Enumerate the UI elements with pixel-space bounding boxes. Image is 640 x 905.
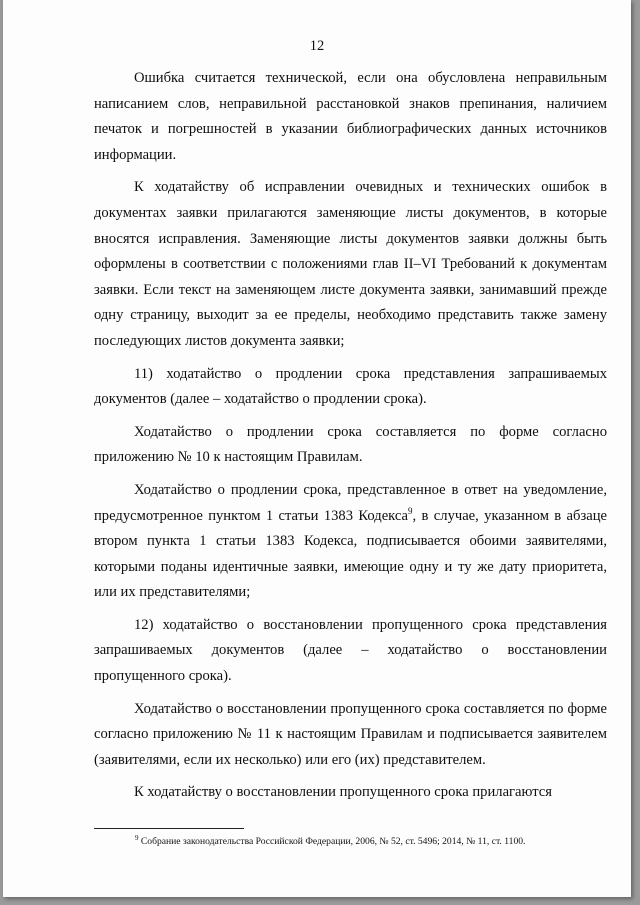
paragraph: К ходатайству об исправлении очевидных и технических ошибок в документах заявки прилагаются заменяющие листы документов, в которые вносятся исправления. Заменяющие листы документов заявки должны быть оформлены в соответствии с положениями глав II–VI Требований к документам заявки. Если текст на заменяющем листе документа заявки, занимавший прежде одну страницу, выходит за ее пределы, необходимо представить также замену последующих листов документа заявки; (94, 179, 607, 349)
footnote-marker: 9 (135, 833, 139, 842)
footnote-text: Собрание законодательства Российской Федерации, 2006, № 52, ст. 5496; 2014, № 11, ст. 1100. (138, 836, 526, 847)
footnote-reference[interactable]: 9 (408, 505, 413, 516)
document-page (3, 0, 631, 897)
footnote-divider (94, 828, 244, 829)
paragraph-text: Ходатайство о продлении срока, представленное в ответ на уведомление, предусмотренное пунктом 1 статьи 1383 Кодекса (94, 481, 607, 524)
paragraph: 11) ходатайство о продлении срока представления запрашиваемых документов (далее – ходатайство о продлении срока). (94, 365, 607, 408)
body-text (94, 66, 607, 813)
paragraph: 12) ходатайство о восстановлении пропущенного срока представления запрашиваемых документов (далее – ходатайство о восстановлении пропущенного срока). (94, 616, 607, 685)
footnote (135, 833, 605, 847)
paragraph (94, 478, 607, 606)
paragraph: Ходатайство о восстановлении пропущенного срока составляется по форме согласно приложению № 11 к настоящим Правилам и подписывается заявителем (заявителями, если их несколько) или его (их) представителем. (94, 700, 607, 768)
paragraph: К ходатайству о восстановлении пропущенного срока прилагаются (134, 784, 552, 801)
paragraph-text: , в случае, указанном в абзаце втором пункта 1 статьи 1383 Кодекса, подписывается обоими заявителями, которыми поданы идентичные заявки, имеющие одну и ту же дату приоритета, или их представителями; (94, 507, 607, 601)
paragraph: Ходатайство о продлении срока составляется по форме согласно приложению № 10 к настоящим Правилам. (94, 423, 607, 466)
page-number: 12 (309, 38, 325, 54)
paragraph: Ошибка считается технической, если она обусловлена неправильным написанием слов, неправильной расстановкой знаков препинания, наличием печаток и погрешностей в указании библиографических данных источников информации. (94, 70, 607, 163)
